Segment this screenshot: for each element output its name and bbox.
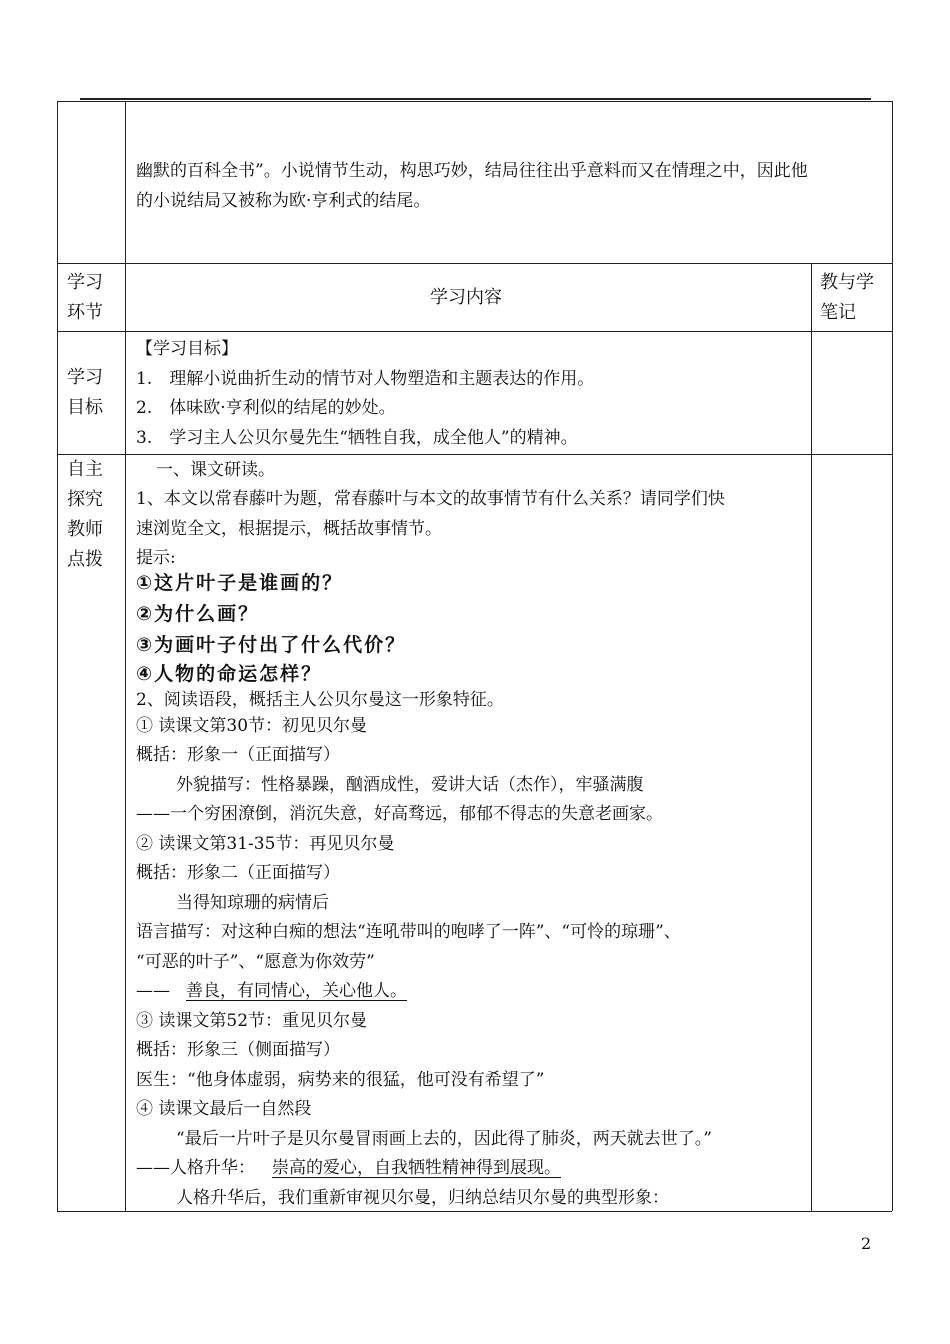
hint-item-1: ①这片叶子是谁画的？ (136, 572, 344, 594)
intro-line-2: 的小说结局又被称为欧·亨利式的结尾。 (136, 191, 431, 211)
table-right-border (892, 101, 893, 1211)
goal-item-2: 2. 体味欧·亨利似的结尾的妙处。 (136, 398, 396, 418)
header-notes: 教与学 笔记 (820, 272, 874, 323)
reading-2: ② 读课文第31-35节：再见贝尔曼 (136, 834, 395, 854)
question-2: 2、阅读语段，概括主人公贝尔曼这一形象特征。 (136, 690, 504, 710)
doctor-quote: 医生：“他身体虚弱，病势来的很猛，他可没有希望了” (136, 1070, 545, 1090)
hint-item-4: ④人物的命运怎样？ (136, 663, 323, 685)
row-divider-2 (57, 331, 892, 332)
portrait-2: 善良，有同情心，关心他人。 (186, 981, 407, 1001)
row-divider-1 (57, 263, 892, 264)
header-rule (80, 98, 871, 100)
character-elevation: 崇高的爱心，自我牺牲精神得到展现。 (272, 1158, 561, 1178)
column-divider-1 (125, 101, 126, 1211)
reading-4: ④ 读课文最后一自然段 (136, 1099, 312, 1119)
goal-item-3: 3. 学习主人公贝尔曼先生“牺牲自我，成全他人”的精神。 (136, 428, 578, 448)
column-divider-2 (811, 263, 812, 1211)
hint-item-3: ③为画叶子付出了什么代价？ (136, 634, 407, 656)
appearance-description: 外貌描写：性格暴躁，酗酒成性，爱讲大话（杰作），牢骚满腹 (176, 775, 644, 795)
header-study-stage: 学习 环节 (67, 272, 103, 323)
goals-label: 学习 目标 (67, 367, 103, 418)
summary-1: 概括：形象一（正面描写） (136, 745, 340, 765)
hint-label: 提示: (136, 548, 176, 568)
table-left-border (57, 101, 58, 1211)
goal-item-1: 1. 理解小说曲折生动的情节对人物塑造和主题表达的作用。 (136, 369, 595, 389)
page-number: 2 (861, 1234, 872, 1253)
self-study-label: 自主 探究 教师 点拨 (67, 459, 103, 570)
hint-item-2: ②为什么画？ (136, 603, 260, 625)
speech-description-1: 语言描写：对这种白痴的想法“连吼带叫的咆哮了一阵”、“可怜的琼珊”、 (136, 922, 681, 942)
section-heading: 一、课文研读。 (156, 460, 275, 480)
context-line: 当得知琼珊的病情后 (176, 893, 329, 913)
character-elevation-prefix: ——人格升华： (136, 1158, 255, 1178)
portrait-2-dash: —— (136, 981, 170, 1001)
final-quote: “最后一片叶子是贝尔曼冒雨画上去的，因此得了肺炎，两天就去世了。” (176, 1129, 712, 1149)
reading-3: ③ 读课文第52节：重见贝尔曼 (136, 1011, 368, 1031)
summary-2: 概括：形象二（正面描写） (136, 863, 340, 883)
goals-title: 【学习目标】 (136, 339, 238, 359)
reading-1: ① 读课文第30节：初见贝尔曼 (136, 716, 368, 736)
intro-line-1: 幽默的百科全书”。小说情节生动，构思巧妙，结局往往出乎意料而又在情理之中，因此他 (136, 161, 808, 181)
header-study-content: 学习内容 (430, 287, 502, 308)
question-1-line-2: 速浏览全文，根据提示，概括故事情节。 (136, 519, 442, 539)
summary-3: 概括：形象三（侧面描写） (136, 1040, 340, 1060)
speech-description-2: “可恶的叶子”、“愿意为你效劳” (136, 952, 375, 972)
portrait-1: ——一个穷困潦倒，消沉失意，好高骛远，郁郁不得志的失意老画家。 (136, 804, 663, 824)
conclusion-prompt: 人格升华后，我们重新审视贝尔曼，归纳总结贝尔曼的典型形象： (176, 1188, 669, 1208)
question-1-line-1: 1、本文以常春藤叶为题，常春藤叶与本文的故事情节有什么关系？请同学们快 (136, 489, 725, 509)
table-top-border (57, 101, 892, 102)
